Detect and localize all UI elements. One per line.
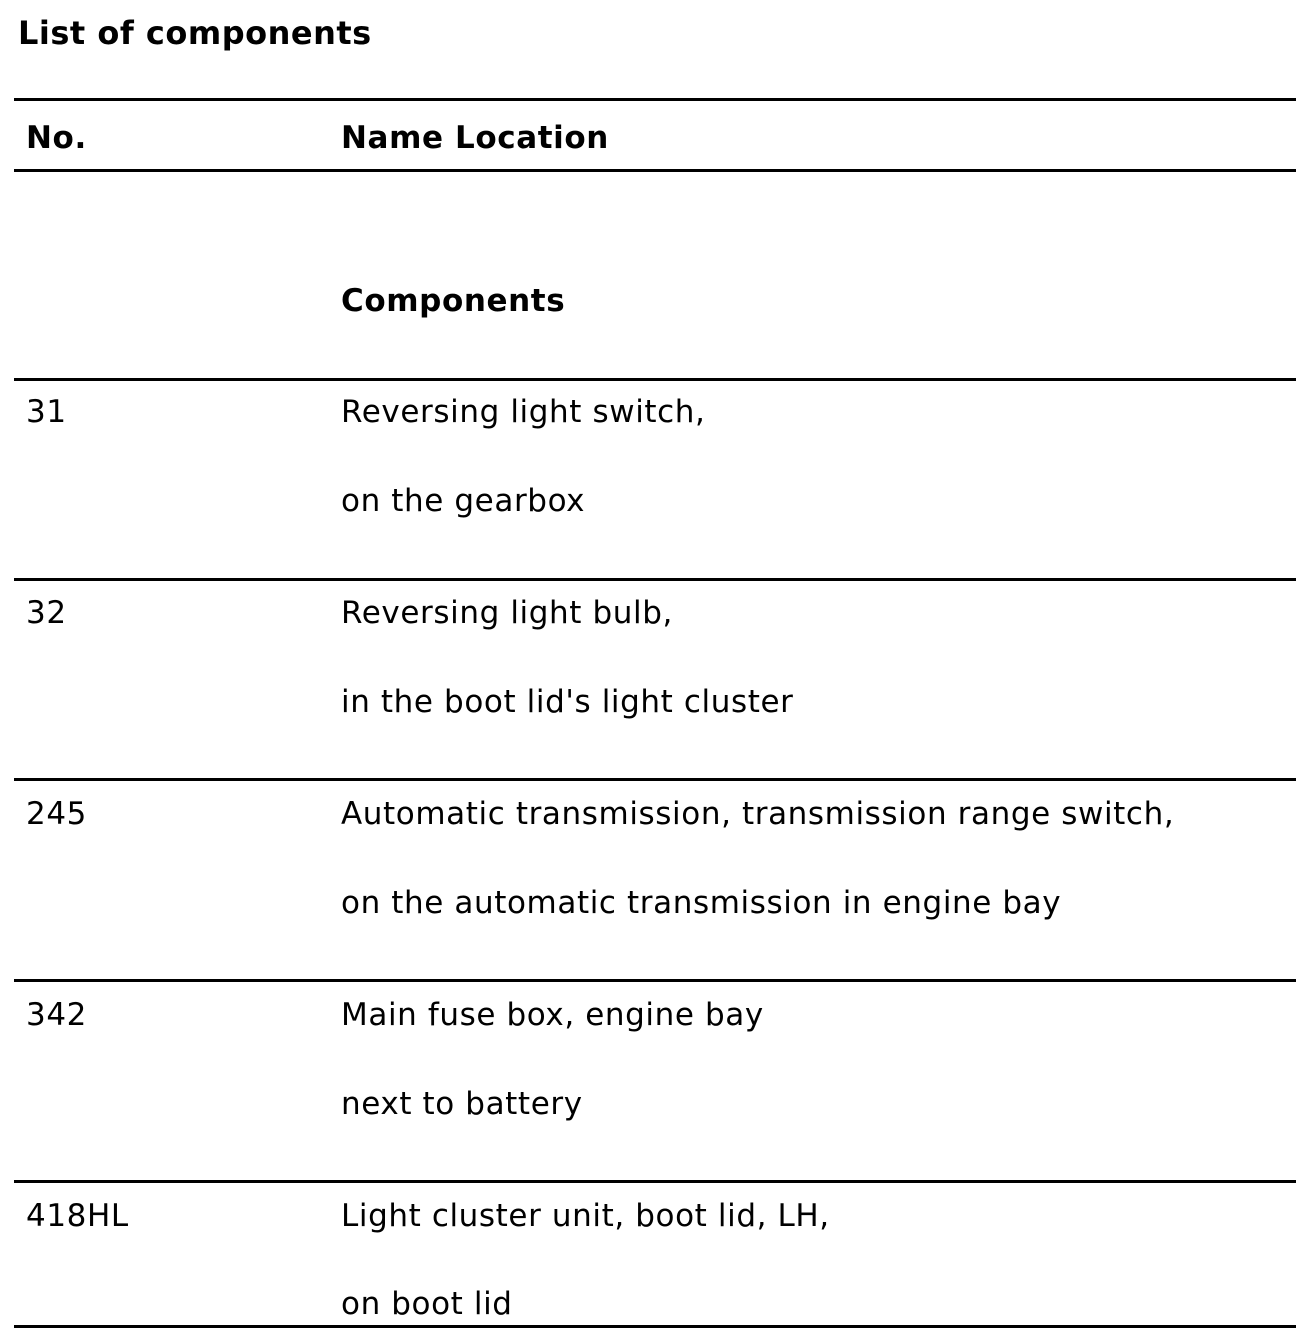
row-location: next to battery	[341, 1086, 583, 1122]
table-top-rule	[14, 98, 1296, 101]
header-bottom-rule	[14, 169, 1296, 172]
row-location: in the boot lid's light cluster	[341, 684, 794, 720]
page-title: List of components	[18, 14, 372, 52]
row-number: 31	[26, 394, 67, 430]
row-divider	[14, 378, 1296, 381]
row-location: on the gearbox	[341, 483, 586, 519]
header-name-location: Name Location	[341, 120, 609, 156]
header-no: No.	[26, 120, 87, 156]
row-name: Reversing light switch,	[341, 394, 706, 430]
table-bottom-rule	[14, 1325, 1296, 1328]
row-name: Light cluster unit, boot lid, LH,	[341, 1198, 830, 1234]
row-number: 245	[26, 796, 87, 832]
row-location: on the automatic transmission in engine bay	[341, 885, 1062, 921]
section-label: Components	[341, 283, 566, 319]
row-divider	[14, 1180, 1296, 1183]
row-name: Automatic transmission, transmission range switch,	[341, 796, 1175, 832]
row-name: Main fuse box, engine bay	[341, 997, 764, 1033]
row-number: 32	[26, 595, 67, 631]
row-divider	[14, 578, 1296, 581]
row-number: 342	[26, 997, 87, 1033]
row-name: Reversing light bulb,	[341, 595, 673, 631]
row-location: on boot lid	[341, 1286, 513, 1322]
row-number: 418HL	[26, 1198, 129, 1234]
row-divider	[14, 778, 1296, 781]
row-divider	[14, 979, 1296, 982]
